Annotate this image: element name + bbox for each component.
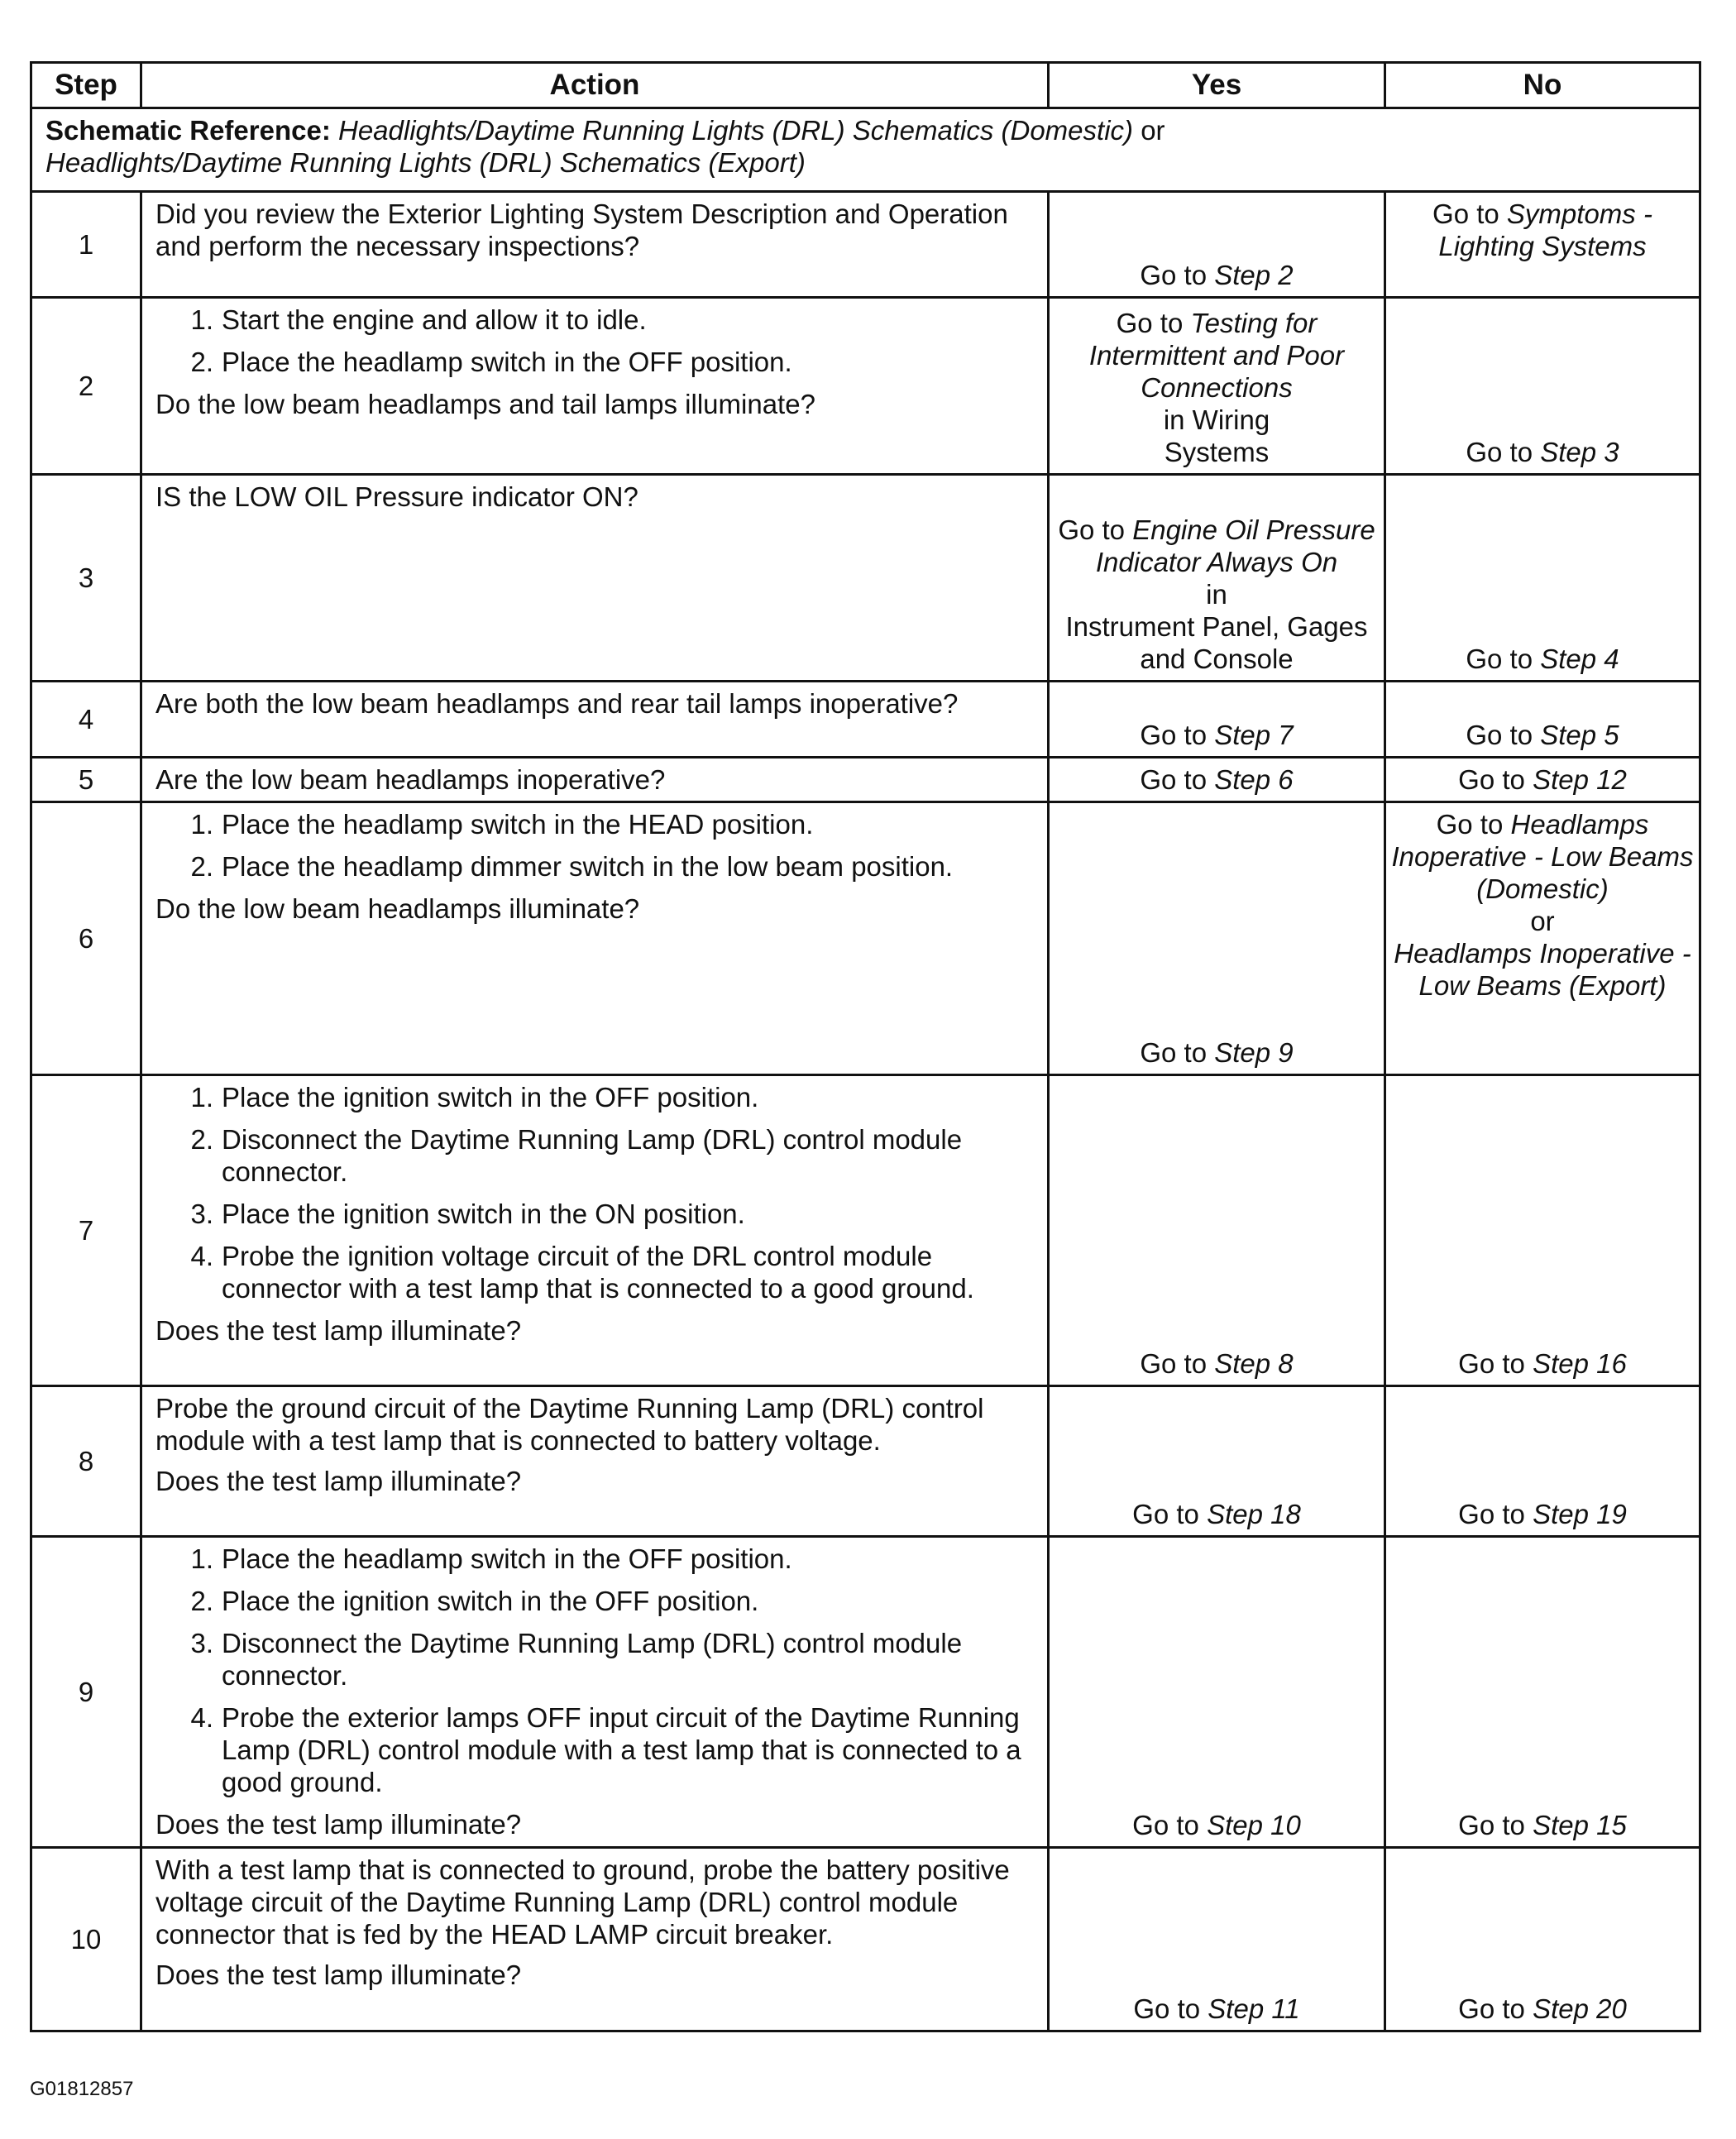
header-row	[31, 63, 1700, 108]
no-result-text	[1391, 1498, 1694, 1530]
goto-section: Instrument Panel, Gages and Console	[1065, 611, 1368, 674]
goto-target: Step 12	[1533, 764, 1627, 795]
header-action: Action	[141, 63, 1049, 108]
action-steps-list	[155, 808, 1034, 883]
action-cell	[141, 1075, 1049, 1386]
goto-label: Go to	[1140, 260, 1208, 290]
action-step-number: 2.	[190, 347, 213, 377]
yes-result-line	[1140, 260, 1293, 290]
goto-label: Go to	[1432, 199, 1499, 229]
no-result-line	[1458, 1499, 1627, 1529]
action-step-number: 4.	[190, 1241, 213, 1271]
action-step-number: 1.	[190, 1082, 213, 1113]
yes-result-line	[1140, 764, 1293, 795]
goto-label: Go to	[1458, 1348, 1525, 1379]
action-cell	[141, 192, 1049, 298]
yes-result-cell	[1049, 1075, 1385, 1386]
no-result-text	[1391, 643, 1694, 675]
no-result-cell	[1385, 1537, 1700, 1848]
goto-label: Go to	[1140, 764, 1208, 795]
goto-target: Step 4	[1540, 644, 1619, 674]
no-result-text	[1391, 198, 1694, 262]
yes-result	[1050, 299, 1384, 473]
goto-target: Step 20	[1533, 1993, 1627, 2024]
yes-result-line	[1140, 1348, 1293, 1379]
table-row	[31, 1386, 1700, 1537]
no-result	[1386, 476, 1699, 680]
goto-section: Systems	[1164, 437, 1270, 467]
action-cell	[141, 682, 1049, 758]
action-question: Does the test lamp illuminate?	[155, 1315, 522, 1346]
yes-result-cell	[1049, 802, 1385, 1075]
action-step-text: Place the ignition switch in the ON position.	[222, 1199, 745, 1229]
yes-result-cell	[1049, 1537, 1385, 1848]
goto-target: Engine Oil Pressure Indicator Always On	[1095, 514, 1375, 577]
goto-target: Step 15	[1533, 1810, 1627, 1840]
yes-result-text	[1055, 307, 1379, 468]
goto-label: Go to	[1458, 1499, 1525, 1529]
step-number: 1	[31, 192, 141, 298]
action-steps-list	[155, 1543, 1034, 1798]
no-result-cell	[1385, 1848, 1700, 2031]
yes-result-line	[1089, 308, 1344, 403]
no-result-line	[1458, 1810, 1627, 1840]
action-step-text: Place the ignition switch in the OFF position.	[222, 1586, 759, 1616]
no-result	[1386, 193, 1699, 296]
action-question: Do the low beam headlamps and tail lamps illuminate?	[155, 389, 815, 419]
action-step-text: Place the headlamp switch in the OFF position.	[222, 1543, 792, 1574]
yes-result-line	[1133, 1993, 1299, 2024]
action-cell	[141, 802, 1049, 1075]
action-question: Do the low beam headlamps illuminate?	[155, 893, 640, 924]
yes-result-text	[1055, 1498, 1379, 1530]
action-cell	[141, 1386, 1049, 1537]
action-step-number: 3.	[190, 1199, 213, 1229]
no-result-text	[1391, 436, 1694, 468]
action-step-text: Place the headlamp switch in the HEAD position.	[222, 809, 814, 840]
action-step-item	[155, 1123, 1034, 1188]
goto-target: Step 6	[1214, 764, 1294, 795]
yes-result-text	[1055, 1993, 1379, 2025]
table-row	[31, 758, 1700, 802]
no-result-line	[1432, 199, 1652, 261]
step-number: 7	[31, 1075, 141, 1386]
no-result-line	[1458, 1993, 1627, 2024]
table-row	[31, 475, 1700, 682]
no-result-line	[1466, 720, 1619, 750]
goto-label: Go to	[1466, 437, 1533, 467]
action-cell	[141, 1848, 1049, 2031]
table-row	[31, 1848, 1700, 2031]
action-step-item	[155, 304, 1034, 336]
action-cell	[141, 758, 1049, 802]
yes-result	[1050, 1387, 1384, 1535]
yes-result-cell	[1049, 192, 1385, 298]
no-result-cell	[1385, 758, 1700, 802]
action-cell	[141, 1537, 1049, 1848]
action-step-text: Probe the exterior lamps OFF input circuit of the Daytime Running Lamp (DRL) control module with a test lamp that is connected to a good ground.	[222, 1702, 1021, 1797]
goto-target-alt: Headlamps Inoperative - Low Beams (Export)	[1394, 938, 1691, 1001]
yes-result-line	[1132, 1499, 1301, 1529]
action-step-item	[155, 1240, 1034, 1304]
header-no: No	[1385, 63, 1700, 108]
yes-result	[1050, 758, 1384, 801]
goto-target: Step 16	[1533, 1348, 1627, 1379]
action-steps-list	[155, 304, 1034, 378]
action-step-item	[155, 1585, 1034, 1617]
step-number: 2	[31, 298, 141, 475]
yes-result	[1050, 1076, 1384, 1385]
step-number: 9	[31, 1537, 141, 1848]
action-step-item	[155, 1627, 1034, 1692]
goto-target: Step 18	[1207, 1499, 1301, 1529]
action-question: Does the test lamp illuminate?	[155, 1466, 522, 1496]
no-result-line	[1391, 809, 1693, 904]
action-step-item	[155, 1701, 1034, 1798]
no-result-cell	[1385, 192, 1700, 298]
goto-target: Testing for Intermittent and Poor Connections	[1088, 308, 1345, 403]
no-result-line	[1458, 1348, 1627, 1379]
header-yes: Yes	[1049, 63, 1385, 108]
goto-target: Step 11	[1208, 1993, 1300, 2024]
table-row	[31, 802, 1700, 1075]
no-result-text	[1391, 1809, 1694, 1841]
action-question: Does the test lamp illuminate?	[155, 1960, 522, 1990]
goto-target: Step 5	[1540, 720, 1619, 750]
goto-label: Go to	[1140, 1348, 1208, 1379]
schematic-reference	[31, 108, 1700, 192]
goto-label: Go to	[1458, 1993, 1525, 2024]
action-cell	[141, 298, 1049, 475]
diagnostic-table-container	[30, 61, 1699, 2032]
step-number: 3	[31, 475, 141, 682]
action-step-text: Place the headlamp dimmer switch in the low beam position.	[222, 851, 954, 882]
no-result	[1386, 1538, 1699, 1846]
action-step-number: 2.	[190, 1586, 213, 1616]
action-step-number: 2.	[190, 851, 213, 882]
yes-result-cell	[1049, 682, 1385, 758]
yes-result-line	[1140, 720, 1293, 750]
step-number: 8	[31, 1386, 141, 1537]
goto-label: Go to	[1466, 644, 1533, 674]
goto-target: Step 19	[1533, 1499, 1627, 1529]
goto-label: Go to	[1140, 720, 1208, 750]
action-step-number: 1.	[190, 304, 213, 335]
schematic-ref-domestic: Headlights/Daytime Running Lights (DRL) Schematics (Domestic)	[338, 115, 1134, 146]
yes-result-text	[1055, 1347, 1379, 1380]
yes-result-text	[1055, 1036, 1379, 1069]
yes-result-text	[1055, 719, 1379, 751]
yes-result-line	[1140, 1037, 1293, 1068]
yes-result-line	[1058, 514, 1375, 577]
no-result-text	[1391, 1347, 1694, 1380]
action-step-number: 3.	[190, 1628, 213, 1658]
goto-suffix: in Wiring	[1163, 404, 1270, 435]
yes-result-text	[1055, 763, 1379, 796]
action-step-text: Disconnect the Daytime Running Lamp (DRL) control module connector.	[222, 1628, 963, 1691]
diagnostic-table	[30, 61, 1701, 2032]
step-number: 5	[31, 758, 141, 802]
no-result-cell	[1385, 802, 1700, 1075]
yes-result-text	[1055, 514, 1379, 675]
action-step-item	[155, 850, 1034, 883]
no-result	[1386, 803, 1699, 1074]
no-result-cell	[1385, 1386, 1700, 1537]
yes-result-cell	[1049, 1848, 1385, 2031]
goto-target: Step 9	[1214, 1037, 1294, 1068]
no-result-cell	[1385, 475, 1700, 682]
action-step-text: Place the headlamp switch in the OFF position.	[222, 347, 792, 377]
action-question: Does the test lamp illuminate?	[155, 1809, 522, 1840]
no-result-line	[1458, 764, 1627, 795]
goto-label: Go to	[1116, 308, 1184, 338]
schematic-reference-row	[31, 108, 1700, 192]
goto-label: Go to	[1436, 809, 1504, 840]
goto-target: Symptoms - Lighting Systems	[1438, 199, 1652, 261]
table-row	[31, 192, 1700, 298]
action-question: Did you review the Exterior Lighting System Description and Operation and perform the necessary inspections?	[155, 199, 1008, 261]
goto-target: Step 3	[1540, 437, 1619, 467]
schematic-ref-export: Headlights/Daytime Running Lights (DRL) Schematics (Export)	[45, 147, 806, 178]
no-result-text	[1391, 808, 1694, 1002]
goto-target: Step 8	[1214, 1348, 1294, 1379]
action-step-item	[155, 1198, 1034, 1230]
action-question: Are the low beam headlamps inoperative?	[155, 764, 666, 795]
goto-target: Step 2	[1214, 260, 1294, 290]
action-cell	[141, 475, 1049, 682]
action-steps-list	[155, 1081, 1034, 1304]
yes-result	[1050, 803, 1384, 1074]
yes-result	[1050, 193, 1384, 296]
schematic-or: or	[1141, 115, 1165, 146]
goto-suffix: in	[1206, 579, 1227, 610]
step-number: 4	[31, 682, 141, 758]
no-result-cell	[1385, 1075, 1700, 1386]
action-step-text: Start the engine and allow it to idle.	[222, 304, 647, 335]
yes-result-cell	[1049, 758, 1385, 802]
yes-result	[1050, 682, 1384, 756]
no-result-text	[1391, 763, 1694, 796]
goto-target: Headlamps Inoperative - Low Beams (Domestic)	[1391, 809, 1694, 904]
goto-target: Step 7	[1214, 720, 1294, 750]
no-result-text	[1391, 719, 1694, 751]
action-step-text: Place the ignition switch in the OFF position.	[222, 1082, 759, 1113]
yes-result	[1050, 1849, 1384, 2030]
header-step: Step	[31, 63, 141, 108]
yes-result-cell	[1049, 298, 1385, 475]
no-result-text	[1391, 1993, 1694, 2025]
action-step-text: Probe the ignition voltage circuit of the DRL control module connector with a test lamp that is connected to a good ground.	[222, 1241, 974, 1304]
goto-label: Go to	[1466, 720, 1533, 750]
action-step-item	[155, 1543, 1034, 1575]
goto-label: Go to	[1133, 1993, 1201, 2024]
no-result	[1386, 1849, 1699, 2030]
goto-label: Go to	[1132, 1810, 1199, 1840]
no-result	[1386, 682, 1699, 756]
step-number: 10	[31, 1848, 141, 2031]
action-step-item	[155, 1081, 1034, 1113]
yes-result	[1050, 476, 1384, 680]
step-number: 6	[31, 802, 141, 1075]
action-step-number: 4.	[190, 1702, 213, 1733]
goto-label: Go to	[1458, 764, 1525, 795]
table-row	[31, 1075, 1700, 1386]
action-step-number: 2.	[190, 1124, 213, 1155]
yes-result-text	[1055, 259, 1379, 291]
no-result-cell	[1385, 298, 1700, 475]
table-row	[31, 298, 1700, 475]
table-row	[31, 1537, 1700, 1848]
figure-id: G01812857	[30, 2078, 134, 2100]
no-result-line	[1466, 644, 1619, 674]
goto-label: Go to	[1058, 514, 1126, 545]
yes-result	[1050, 1538, 1384, 1846]
no-result	[1386, 758, 1699, 801]
table-row	[31, 682, 1700, 758]
action-question: IS the LOW OIL Pressure indicator ON?	[155, 481, 638, 512]
schematic-label: Schematic Reference:	[45, 115, 331, 146]
action-step-number: 1.	[190, 809, 213, 840]
action-intro: Probe the ground circuit of the Daytime Running Lamp (DRL) control module with a test lamp that is connected to battery voltage.	[155, 1393, 984, 1456]
goto-or: or	[1530, 906, 1555, 936]
no-result	[1386, 1387, 1699, 1535]
yes-result-cell	[1049, 475, 1385, 682]
yes-result-cell	[1049, 1386, 1385, 1537]
action-step-number: 1.	[190, 1543, 213, 1574]
no-result-cell	[1385, 682, 1700, 758]
action-question: Are both the low beam headlamps and rear tail lamps inoperative?	[155, 688, 959, 719]
no-result-line	[1466, 437, 1619, 467]
no-result	[1386, 299, 1699, 473]
action-step-item	[155, 346, 1034, 378]
goto-label: Go to	[1132, 1499, 1199, 1529]
no-result	[1386, 1076, 1699, 1385]
action-intro: With a test lamp that is connected to ground, probe the battery positive voltage circuit of the Daytime Running Lamp (DRL) control module connector that is fed by the HEAD LAMP circuit breaker.	[155, 1854, 1010, 1950]
goto-label: Go to	[1140, 1037, 1208, 1068]
goto-label: Go to	[1458, 1810, 1525, 1840]
yes-result-text	[1055, 1809, 1379, 1841]
action-step-text: Disconnect the Daytime Running Lamp (DRL) control module connector.	[222, 1124, 963, 1187]
action-step-item	[155, 808, 1034, 840]
goto-target: Step 10	[1207, 1810, 1301, 1840]
yes-result-line	[1132, 1810, 1301, 1840]
